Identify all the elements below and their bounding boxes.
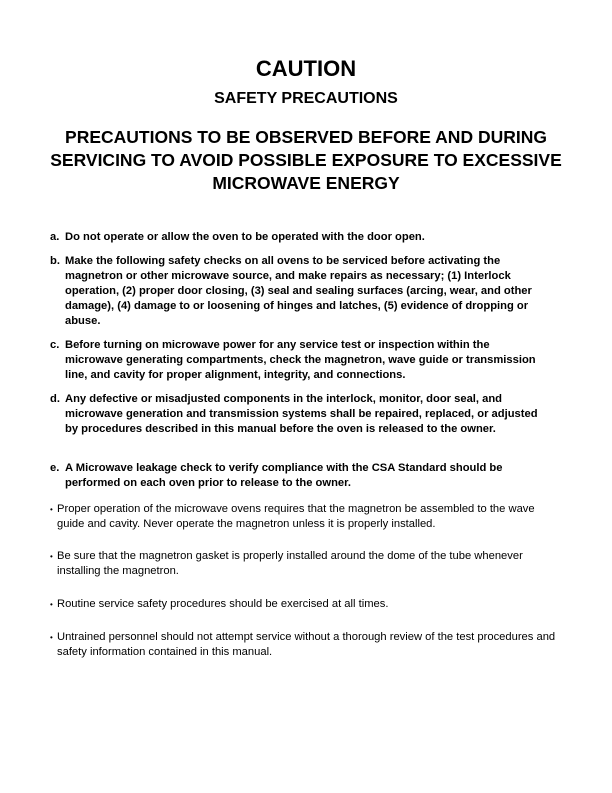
precaution-item-e: [50, 461, 550, 491]
item-label: d.: [50, 393, 60, 405]
bullet-icon: •: [50, 600, 53, 609]
item-text: Before turning on microwave power for any service test or inspection within the microwave generating compartments, check the magnetron, wave guide or transmission line, and cavity for proper alignment, integrity, and connections.: [65, 339, 536, 381]
bullet-text: Routine service safety procedures should be exercised at all times.: [57, 598, 389, 610]
bullet-item: [50, 549, 565, 579]
safety-precautions-subtitle: SAFETY PRECAUTIONS: [214, 90, 398, 107]
caution-title: CAUTION: [255, 56, 357, 81]
bullet-item: [50, 502, 565, 532]
precautions-heading: PRECAUTIONS TO BE OBSERVED BEFORE AND DURING SERVICING TO AVOID POSSIBLE EXPOSURE TO EXCESSIVE MICROWAVE ENERGY: [50, 127, 562, 193]
precaution-item-b: [50, 254, 550, 329]
bullet-text: Proper operation of the microwave ovens requires that the magnetron be assembled to the wave guide and cavity. Never operate the magnetron unless it is properly installed.: [57, 503, 535, 530]
bullet-item: [50, 597, 565, 612]
bullet-item: [50, 630, 565, 660]
precaution-item-a: [50, 230, 550, 245]
bullet-text: Untrained personnel should not attempt service without a thorough review of the test procedures and safety information contained in this manual.: [57, 631, 556, 658]
item-text: Make the following safety checks on all ovens to be serviced before activating the magnetron or other microwave source, and make repairs as necessary; (1) Interlock operation, (2) proper door closing, (3) seal and sealing surfaces (arcing, wear, and other damage), (4) damage to or loosening of hinges and latches, (5) evidence of dropping or abuse.: [65, 255, 532, 327]
item-text: A Microwave leakage check to verify compliance with the CSA Standard should be performed on each oven prior to release to the owner.: [65, 462, 503, 489]
item-text: Any defective or misadjusted components in the interlock, monitor, door seal, and microwave generation and transmission systems shall be repaired, replaced, or adjusted by procedures described in this manual before the oven is released to the owner.: [65, 393, 538, 435]
bullet-icon: •: [50, 505, 53, 514]
item-label: a.: [50, 231, 60, 243]
item-label: b.: [50, 255, 60, 267]
precaution-item-d: [50, 392, 550, 437]
bullet-text: Be sure that the magnetron gasket is properly installed around the dome of the tube whenever installing the magnetron.: [57, 550, 523, 577]
item-label: c.: [50, 339, 60, 351]
item-label: e.: [50, 462, 60, 474]
item-text: Do not operate or allow the oven to be operated with the door open.: [65, 231, 425, 243]
precaution-item-c: [50, 338, 550, 383]
bullet-icon: •: [50, 633, 53, 642]
bullet-icon: •: [50, 552, 53, 561]
